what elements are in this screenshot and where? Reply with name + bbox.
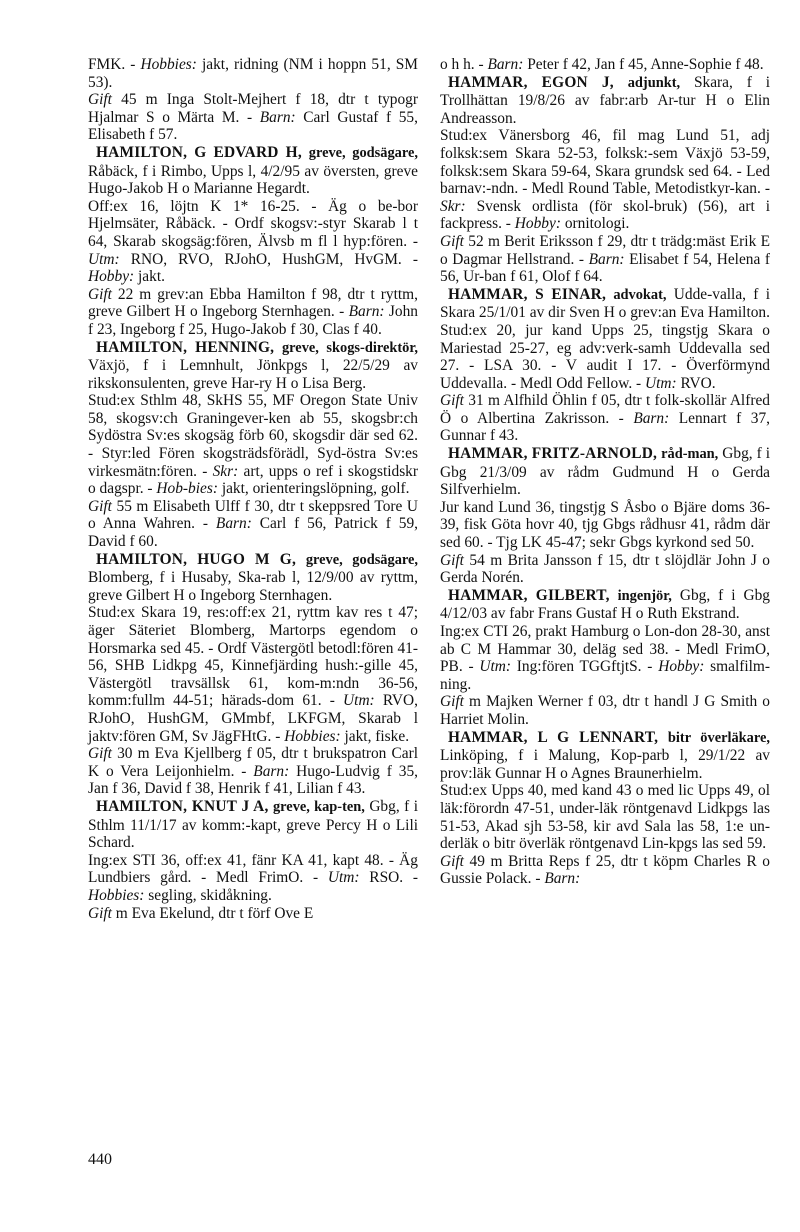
field-label: Barn:: [215, 515, 252, 533]
entry-paragraph: [88, 905, 418, 923]
person-title: råd-man,: [661, 446, 719, 463]
entry-paragraph: [88, 745, 418, 798]
field-label: Gift: [440, 551, 464, 569]
field-label: Barn:: [588, 250, 625, 268]
field-label: Barn:: [487, 56, 524, 73]
entry-paragraph: [88, 852, 418, 905]
field-label: Barn:: [633, 409, 670, 427]
entry-paragraph: [440, 552, 770, 587]
entry-paragraph: [88, 91, 418, 144]
entry-text: Gbg, f i Gbg 21/3/09 av rådm Gudmund H o Gerda Silfverhielm.: [440, 445, 770, 499]
field-label: Hobby:: [658, 658, 705, 676]
entry-text: Gbg, f i Gbg 4/12/03 av fabr Frans Gustaf H o Ruth Ekstrand.: [440, 586, 770, 623]
field-label: Utm:: [343, 692, 375, 710]
entry-text: Carl Gustaf f 55, Elisabeth f 57.: [88, 108, 418, 144]
entry-text: jakt.: [134, 268, 165, 286]
entry-paragraph: [88, 286, 418, 339]
field-label: Barn:: [348, 303, 385, 321]
entry-text: Blomberg, f i Husaby, Ska-rab l, 12/9/00 av ryttm, greve Gilbert H o Ingeborg Sternhagen.: [88, 569, 418, 604]
person-entry-heading: [440, 729, 770, 783]
entry-text: smalfilm-ning.: [440, 658, 770, 693]
entry-text: Stud:ex Upps 40, med kand 43 o med lic Upps 49, ol läk:förordn 47-51, under-läk röntgenavd Lidkpgs las 51-53, Akad sjh 53-58, kir avd Sala las 58, 1:e un-derläk o bitr överläk röntgenavd Lin-kpgs las sed 59.: [440, 782, 770, 853]
person-title: adjunkt,: [627, 74, 681, 91]
entry-paragraph: [88, 604, 418, 745]
entry-text: [614, 74, 628, 91]
person-title: bitr överläkare,: [667, 729, 770, 746]
field-label: Hobbies:: [284, 727, 341, 745]
entry-text: Hugo-Ludvig f 35, Jan f 36, David f 38, Henrik f 41, Lilian f 43.: [88, 762, 418, 798]
entry-text: [274, 339, 282, 356]
entry-text: Udde-valla, f i Skara 25/1/01 av dir Sven H o grev:an Eva Hamilton.: [440, 285, 770, 322]
entry-paragraph: [440, 623, 770, 693]
entry-text: [296, 551, 306, 568]
field-label: Utm:: [327, 869, 360, 887]
entry-text: 45 m Inga Stolt-Mejhert f 18, dtr t typogr Hjalmar S o Märta M. -: [88, 91, 418, 126]
entry-paragraph: [440, 322, 770, 392]
entry-text: Växjö, f i Lemnhult, Jönkpgs l, 22/5/29 av rikskonsulenten, greve Har-ry H o Lisa Berg.: [88, 357, 418, 392]
entry-text: Råbäck, f i Rimbo, Upps l, 4/2/95 av översten, greve Hugo-Jakob H o Marianne Hegardt.: [88, 162, 418, 198]
person-name: HAMILTON, G EDVARD H,: [96, 143, 302, 161]
entry-text: RNO, RVO, RJohO, HushGM, HvGM. -: [119, 250, 418, 268]
entry-text: 49 m Britta Reps f 25, dtr t köpm Charles R o Gussie Polack. -: [440, 852, 770, 888]
person-name: HAMMAR, EGON J,: [448, 73, 614, 91]
person-name: HAMILTON, HUGO M G,: [96, 550, 297, 568]
entry-text: 22 m grev:an Ebba Hamilton f 98, dtr t ryttm, greve Gilbert H o Ingeborg Sternhagen. -: [88, 285, 418, 321]
field-label: Gift: [88, 497, 112, 515]
entry-text: RVO, RJohO, HushGM, GMmbf, LKFGM, Skarab l jaktv:fören GM, Sv JägFHtG. -: [88, 692, 418, 745]
entry-text: Ing:ex CTI 26, prakt Hamburg o Lon-don 28-30, anst ab C M Hammar 30, deläg sed 38. - Medl FrimO, PB. -: [440, 623, 770, 676]
field-label: Utm:: [645, 374, 677, 392]
entry-paragraph: [440, 233, 770, 286]
entry-paragraph: [88, 498, 418, 551]
field-label: Gift: [88, 745, 112, 763]
entry-text: FMK. -: [88, 56, 141, 73]
entry-text: Svensk ordlista (för skol-bruk) (56), art i fackpress. -: [440, 197, 770, 233]
entry-text: Stud:ex Vänersborg 46, fil mag Lund 51, adj folksk:sem Skara 52-53, folksk:-sem Växjö 53-59, folksk:sem Skara 59-64, Skara grundsk sed 64. - Led barnav:-ndn. - Medl Round Table, Metodistkyr-kan. -: [440, 127, 770, 198]
entry-paragraph: [440, 499, 770, 552]
person-name: HAMILTON, KNUT J A,: [96, 797, 269, 815]
field-label: Gift: [88, 904, 112, 922]
entry-text: RVO.: [676, 374, 716, 392]
entry-text: o h h. -: [440, 56, 488, 73]
field-label: Barn:: [544, 870, 581, 888]
person-title: greve, godsägare,: [308, 144, 418, 161]
entry-text: Peter f 42, Jan f 45, Anne-Sophie f 48.: [523, 56, 764, 73]
entry-paragraph: [88, 198, 418, 286]
entry-text: m Majken Werner f 03, dtr t handl J G Smith o Harriet Molin.: [440, 693, 770, 728]
person-entry-heading: [440, 587, 770, 623]
field-label: Skr:: [212, 462, 239, 480]
field-label: Hobby:: [88, 268, 135, 286]
field-label: Hobbies:: [140, 56, 197, 73]
entry-text: Lennart f 37, Gunnar f 43.: [440, 409, 770, 445]
person-title: greve, skogs-direktör,: [281, 339, 418, 356]
field-label: Hobby:: [514, 215, 561, 233]
entry-paragraph: [88, 56, 418, 91]
field-label: Skr:: [440, 197, 466, 215]
person-entry-heading: [440, 286, 770, 322]
person-name: HAMMAR, S EINAR,: [448, 285, 607, 303]
person-entry-heading: [88, 798, 418, 852]
entry-text: [610, 587, 618, 604]
entry-text: Stud:ex Sthlm 48, SkHS 55, MF Oregon State Univ 58, skogsv:ch Graningever-ken ab 55, skogsbr:ch Sydöstra Sv:es skogsäg förb 60, skogsdir där sed 62. - Styr:led Fören skogsträdsförädl, Syd-östra Sv:es virkesmätn:fören. -: [88, 392, 418, 480]
entry-paragraph: [88, 392, 418, 498]
person-name: HAMMAR, FRITZ-ARNOLD,: [448, 445, 658, 463]
field-label: Hob-bies:: [156, 480, 218, 498]
entry-text: ornitologi.: [560, 215, 630, 233]
person-name: HAMMAR, GILBERT,: [448, 586, 610, 604]
entry-text: 31 m Alfhild Öhlin f 05, dtr t folk-skollär Alfred Ö o Albertina Zakrisson. -: [440, 392, 770, 427]
person-name: HAMILTON, HENNING,: [96, 338, 275, 356]
entry-text: jakt, ridning (NM i hoppn 51, SM 53).: [88, 56, 418, 91]
field-label: Gift: [440, 392, 464, 410]
entry-text: Jur kand Lund 36, tingstjg S Åsbo o Bjäre doms 36-39, fisk Göta hovr 40, tjg Gbgs rådhusr 41, rådm där sed 60. - Tjg LK 45-47; sekr Gbgs kyrkond sed 50.: [440, 498, 770, 552]
entry-text: m Eva Ekelund, dtr t förf Ove E: [111, 904, 314, 922]
entry-text: 30 m Eva Kjellberg f 05, dtr t brukspatron Carl K o Vera Leijonhielm. -: [88, 745, 418, 780]
entry-text: Ing:ex STI 36, off:ex 41, fänr KA 41, kapt 48. - Äg Lundbiers gård. - Medl FrimO. -: [88, 851, 418, 887]
entry-text: Stud:ex Skara 19, res:off:ex 21, ryttm kav res t 47; äger Säteriet Blomberg, Martorps egendom o Horsmarka sed 45. - Ordf Västergötl betodl:fören 41-56, SHB Lidkpg 45, Kinnefjärding hush:-gille 45, Västergötl travsällsk 61, kom-m:ndn 36-56, komm:fullm 44-51; härads-dom 61. -: [88, 604, 418, 710]
field-label: Gift: [440, 693, 464, 711]
entry-text: John f 23, Ingeborg f 25, Hugo-Jakob f 30, Clas f 40.: [88, 303, 418, 338]
person-entry-heading: [88, 144, 418, 198]
entry-text: jakt, orienteringslöpning, golf.: [217, 480, 410, 498]
right-column: [440, 56, 770, 888]
entry-text: Gbg, f i Sthlm 11/1/17 av komm:-kapt, greve Percy H o Lili Schard.: [88, 797, 418, 852]
field-label: Utm:: [479, 658, 511, 676]
person-entry-heading: [88, 551, 418, 605]
entry-text: Linköping, f i Malung, Kop-parb l, 29/1/22 av prov:läk Gunnar H o Agnes Braunerhielm.: [440, 747, 770, 782]
entry-text: Elisabet f 54, Helena f 56, Ur-ban f 61, Olof f 64.: [440, 250, 770, 286]
entry-text: 55 m Elisabeth Ulff f 30, dtr t skeppsred Tore U o Anna Wahren. -: [88, 497, 418, 533]
entry-text: segling, skidåkning.: [144, 886, 272, 904]
entry-text: [302, 144, 309, 161]
entry-paragraph: [440, 56, 770, 74]
left-column: [88, 56, 418, 922]
entry-paragraph: [440, 127, 770, 233]
entry-text: Ing:fören TGGftjtS. -: [511, 658, 659, 676]
entry-paragraph: [440, 693, 770, 728]
entry-text: art, upps o ref i skogstidskr o dagspr. -: [88, 462, 418, 498]
entry-text: Stud:ex 20, jur kand Upps 25, tingstjg Skara o Mariestad 25-27, eg adv:verk-samh Uddevalla sed 27. - LSA 30. - V audit I 17. - Överförmynd Uddevalla. - Medl Odd Fellow. -: [440, 321, 770, 392]
field-label: Barn:: [253, 762, 290, 780]
person-entry-heading: [88, 339, 418, 393]
entry-text: 54 m Brita Jansson f 15, dtr t slöjdlär John J o Gerda Norén.: [440, 551, 770, 587]
person-title: advokat,: [613, 286, 667, 303]
field-label: Gift: [440, 232, 464, 250]
person-title: ingenjör,: [617, 587, 672, 604]
person-title: greve, kap-ten,: [272, 798, 365, 815]
person-title: greve, godsägare,: [305, 551, 418, 568]
entry-text: Skara, f i Trollhättan 19/8/26 av fabr:arb Ar-tur H o Elin Andreasson.: [440, 73, 770, 127]
field-label: Gift: [440, 852, 464, 870]
field-label: Utm:: [88, 250, 120, 268]
person-name: HAMMAR, L G LENNART,: [448, 728, 659, 746]
field-label: Gift: [88, 91, 112, 109]
person-entry-heading: [440, 74, 770, 128]
entry-paragraph: [440, 782, 770, 852]
entry-text: [658, 729, 668, 746]
field-label: Barn:: [259, 108, 296, 126]
page-number: 440: [88, 1151, 112, 1168]
field-label: Hobbies:: [88, 886, 145, 904]
person-entry-heading: [440, 445, 770, 499]
entry-text: 52 m Berit Eriksson f 29, dtr t trädg:mäst Erik E o Dagmar Hellstrand. -: [440, 232, 770, 268]
entry-text: Carl f 56, Patrick f 59, David f 60.: [88, 515, 419, 551]
entry-paragraph: [440, 853, 770, 888]
entry-paragraph: [440, 392, 770, 445]
entry-text: jakt, fiske.: [340, 727, 410, 745]
entry-text: Off:ex 16, löjtn K 1* 16-25. - Äg o be-bor Hjelmsäter, Råbäck. - Ordf skogsv:-styr Skarab l t 64, Skarab skogsäg:fören, Älvsb m fl l hyp:fören. -: [88, 197, 418, 250]
entry-text: RSO. -: [359, 869, 418, 887]
field-label: Gift: [88, 285, 112, 303]
